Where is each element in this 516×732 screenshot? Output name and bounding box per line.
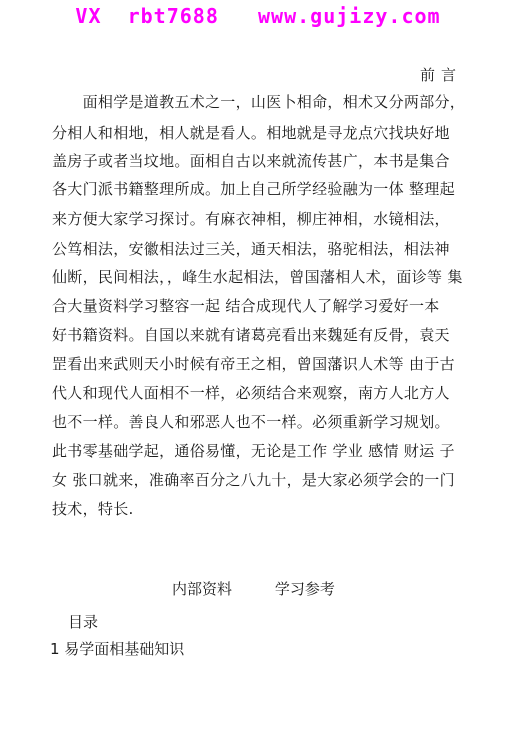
body-line: 来方便大家学习探讨。有麻衣神相，柳庄神相，水镜相法，: [52, 210, 450, 228]
watermark-text: VX rbt7688 www.gujizy.com: [75, 4, 441, 28]
body-line: 面相学是道教五术之一，山医卜相命，相术又分两部分，: [52, 93, 466, 111]
body-line: 好书籍资料。自国以来就有诸葛亮看出来魏延有反骨，袁天: [52, 326, 450, 344]
toc-title: 目录: [68, 613, 99, 631]
toc-item[interactable]: 1 易学面相基础知识: [50, 640, 185, 658]
body-line: 仙断，民间相法，，峰生水起相法，曾国藩相人术，面诊等 集: [52, 268, 463, 286]
body-line: 公笃相法，安徽相法过三关，通天相法，骆驼相法，相法神: [52, 240, 450, 258]
preface-heading: 前言: [420, 66, 463, 84]
body-line: 技术，特长.: [52, 500, 134, 518]
subheading: 内部资料 学习参考: [172, 580, 335, 598]
body-line: 合大量资料学习整容一起 结合成现代人了解学习爱好一本: [52, 297, 440, 315]
body-line: 女 张口就来，准确率百分之八九十，是大家必须学会的一门: [52, 471, 455, 489]
body-line: 分相人和相地，相人就是看人。相地就是寻龙点穴找块好地: [52, 124, 450, 142]
body-line: 代人和现代人面相不一样，必须结合来观察，南方人北方人: [52, 384, 450, 402]
body-line: 各大门派书籍整理所成。加上自己所学经验融为一体 整理起: [52, 180, 455, 198]
body-line: 此书零基础学起，通俗易懂，无论是工作 学业 感情 财运 子: [52, 442, 455, 460]
body-line: 罡看出来武则天小时候有帝王之相，曾国藩识人术等 由于古: [52, 355, 455, 373]
body-line: 也不一样。善良人和邪恶人也不一样。必须重新学习规划。: [52, 413, 450, 431]
body-line: 盖房子或者当坟地。面相自古以来就流传甚广，本书是集合: [52, 152, 450, 170]
